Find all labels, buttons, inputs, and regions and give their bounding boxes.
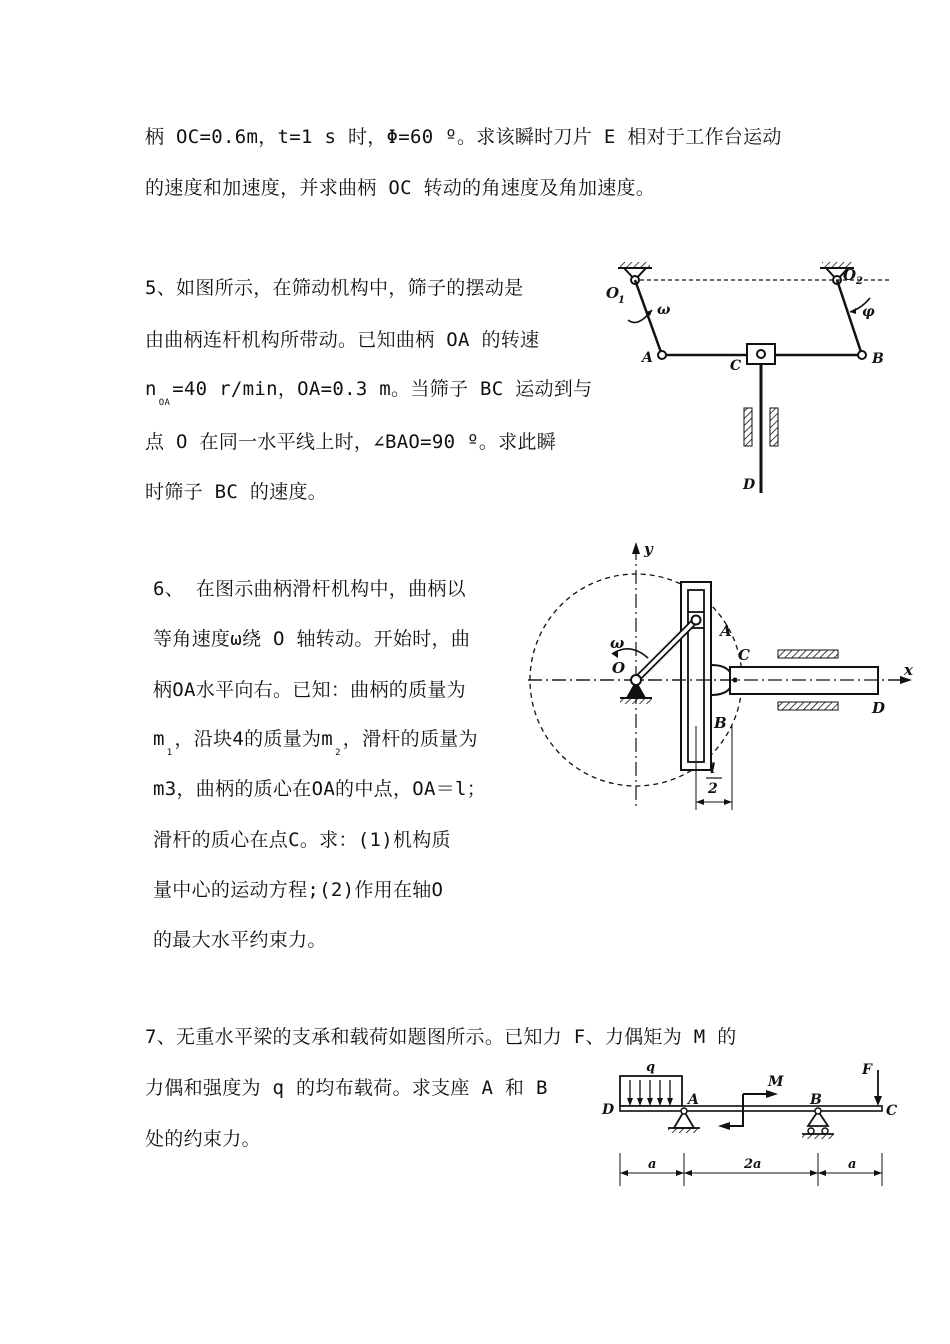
label-C: C — [730, 358, 742, 374]
label-O2: O — [843, 266, 857, 284]
dim-label-a-right: a — [848, 1157, 857, 1172]
dim-label-a-left: a — [648, 1157, 657, 1172]
p5-line-3-rest: =40 r/min，OA=0.3 m。当筛子 BC 运动到与 — [172, 378, 593, 400]
p6-line-1: 6、 在图示曲柄滑杆机构中，曲柄以 — [153, 578, 466, 600]
label-omega: ω — [610, 634, 625, 652]
label-A: A — [688, 1092, 699, 1108]
beam-figure — [598, 1058, 898, 1193]
p5-n-subscript: OA — [158, 398, 171, 408]
label-O1: O — [606, 284, 620, 302]
p6-line-4-mid: ，沿块4的质量为m — [174, 728, 334, 750]
p5-line-3 — [145, 374, 592, 408]
p7-line-2: 力偶和强度为 q 的均布载荷。求支座 A 和 B — [145, 1077, 548, 1099]
label-B: B — [872, 351, 884, 367]
p6-m1-symbol: m — [153, 728, 165, 750]
crank-slider-figure — [520, 540, 920, 815]
label-O: O — [612, 659, 626, 677]
label-B: B — [714, 714, 727, 732]
label-O1-sub: 1 — [618, 295, 625, 306]
p6-line-2: 等角速度ω绕 O 轴转动。开始时，曲 — [153, 628, 471, 650]
p6-line-3: 柄OA水平向右。已知：曲柄的质量为 — [153, 679, 466, 701]
label-A: A — [720, 622, 732, 640]
p6-line-5: m3，曲柄的质心在OA的中点，OA＝l； — [153, 778, 487, 800]
label-A: A — [642, 350, 653, 366]
label-y: y — [644, 540, 653, 558]
label-q: q — [646, 1060, 656, 1075]
label-x: x — [904, 661, 913, 679]
intro-line-2: 的速度和加速度，并求曲柄 OC 转动的角速度及角加速度。 — [145, 177, 656, 199]
p5-line-5: 时筛子 BC 的速度。 — [145, 481, 328, 503]
sieve-mechanism-figure — [600, 258, 900, 498]
label-M: M — [768, 1074, 784, 1090]
label-C: C — [886, 1103, 898, 1119]
p6-line-8: 的最大水平约束力。 — [153, 929, 327, 951]
p6-m2-subscript: 2 — [335, 748, 341, 758]
label-F: F — [862, 1062, 872, 1078]
label-frac-num: l — [710, 761, 716, 777]
label-D: D — [602, 1102, 615, 1118]
p5-n-symbol: n — [145, 378, 157, 400]
p6-line-7: 量中心的运动方程;(2)作用在轴O — [153, 879, 444, 901]
p7-line-3: 处的约束力。 — [145, 1128, 261, 1150]
label-C: C — [738, 646, 750, 664]
label-D: D — [743, 477, 756, 493]
p6-line-6: 滑杆的质心在点C。求：(1)机构质 — [153, 829, 451, 851]
p7-line-1: 7、无重水平梁的支承和载荷如题图所示。已知力 F、力偶矩为 M 的 — [145, 1026, 737, 1048]
p5-line-1: 5、如图所示，在筛动机构中，筛子的摆动是 — [145, 277, 524, 299]
label-phi: φ — [862, 304, 875, 320]
label-D: D — [872, 699, 886, 717]
label-O2-sub: 2 — [856, 276, 863, 287]
intro-line-1: 柄 OC=0.6m，t=1 s 时，Φ=60 º。求该瞬时刀片 E 相对于工作台运动 — [145, 126, 782, 148]
label-omega: ω — [657, 302, 671, 318]
label-B: B — [810, 1092, 822, 1108]
p6-line-4-end: ，滑杆的质量为 — [342, 728, 478, 750]
p6-line-4 — [153, 724, 478, 758]
dim-label-2a: 2a — [744, 1157, 762, 1172]
label-frac-den: 2 — [708, 781, 718, 797]
p5-line-2: 由曲柄连杆机构所带动。已知曲柄 OA 的转速 — [145, 329, 540, 351]
p5-line-4: 点 O 在同一水平线上时，∠BAO=90 º。求此瞬 — [145, 431, 557, 453]
p6-m1-subscript: 1 — [166, 748, 173, 758]
